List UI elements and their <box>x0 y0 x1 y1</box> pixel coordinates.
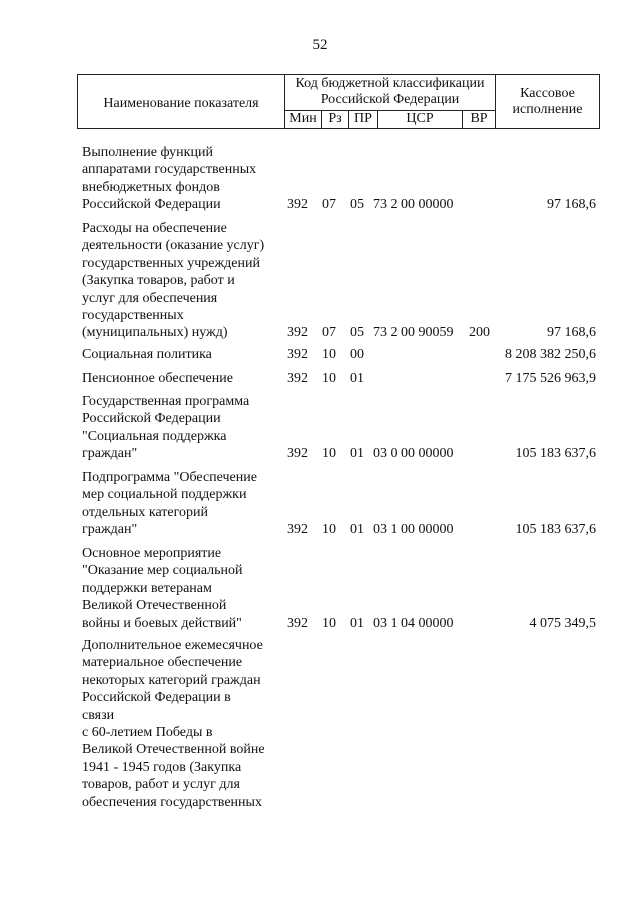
header-cash-line2: исполнение <box>512 101 583 117</box>
table-row <box>0 346 640 363</box>
row-name-line: 1941 - 1945 годов (Закупка <box>82 759 242 775</box>
cell-rz: 10 <box>322 522 336 538</box>
row-name-line: "Оказание мер социальной <box>82 563 243 579</box>
table-row <box>0 637 640 811</box>
cell-cash: 97 168,6 <box>547 197 596 213</box>
row-name <box>82 370 282 387</box>
row-name-line: Подпрограмма "Обеспечение <box>82 470 257 485</box>
cell-min: 392 <box>287 522 308 538</box>
table-row <box>0 545 640 632</box>
row-name-line: аппаратами государственных <box>82 162 257 178</box>
cell-csr: 03 1 04 00000 <box>373 615 454 631</box>
table-row <box>0 393 640 463</box>
row-name-line: государственных <box>82 308 184 324</box>
cell-cash: 97 168,6 <box>547 325 596 341</box>
header-pr: ПР <box>349 110 378 128</box>
row-name-line: Российской Федерации в <box>82 690 231 706</box>
row-name-line: Основное мероприятие <box>82 546 222 561</box>
row-name-line: обеспечения государственных <box>82 794 262 810</box>
cell-cash: 4 075 349,5 <box>529 615 596 631</box>
cell-rz: 10 <box>322 446 336 462</box>
cell-cash: 105 183 637,6 <box>515 446 596 462</box>
row-name-line: войны и боевых действий" <box>82 615 242 631</box>
cell-min: 392 <box>287 346 308 362</box>
row-name-line: с 60-летием Победы в <box>82 725 213 741</box>
header-code-line2: Российской Федерации <box>320 92 460 108</box>
table-row <box>0 144 640 214</box>
table-row <box>0 370 640 387</box>
cell-min: 392 <box>287 446 308 462</box>
row-name <box>82 469 282 539</box>
row-name-line: Великой Отечественной войне <box>82 742 265 758</box>
row-name-line: Социальная политика <box>82 347 212 362</box>
cell-min: 392 <box>287 615 308 631</box>
row-name-line: Великой Отечественной <box>82 598 227 614</box>
cell-csr: 73 2 00 00000 <box>373 197 454 213</box>
row-name-line: внебюджетных фондов <box>82 179 220 195</box>
header-name <box>78 75 285 129</box>
row-name <box>82 637 282 811</box>
row-name <box>82 393 282 463</box>
cell-rz: 07 <box>322 325 336 341</box>
row-name <box>82 220 282 342</box>
header-cash <box>496 75 600 129</box>
row-name-line: Российской Федерации <box>82 411 221 427</box>
header-code-line1: Код бюджетной классификации <box>295 76 485 92</box>
cell-pr: 01 <box>350 522 364 538</box>
cell-csr: 73 2 00 90059 <box>373 325 454 341</box>
row-name-line: (муниципальных) нужд) <box>82 325 228 341</box>
header-code <box>285 75 496 111</box>
cell-pr: 01 <box>350 615 364 631</box>
cell-pr: 00 <box>350 346 364 362</box>
header-cash-line1: Кассовое <box>520 85 575 101</box>
row-name-line: материальное обеспечение <box>82 655 243 671</box>
row-name-line: Российской Федерации <box>82 197 221 213</box>
cell-csr: 03 0 00 00000 <box>373 446 454 462</box>
cell-pr: 05 <box>350 197 364 213</box>
cell-rz: 10 <box>322 346 336 362</box>
cell-cash: 105 183 637,6 <box>515 522 596 538</box>
cell-min: 392 <box>287 197 308 213</box>
page-number: 52 <box>312 37 328 53</box>
row-name-line: граждан" <box>82 446 138 462</box>
header-min: Мин <box>285 110 322 128</box>
header-name-label: Наименование показателя <box>103 96 259 111</box>
row-name <box>82 545 282 632</box>
row-name-line: Выполнение функций <box>82 145 213 160</box>
header-csr: ЦСР <box>378 110 463 128</box>
row-name <box>82 144 282 214</box>
row-name-line: "Социальная поддержка <box>82 428 227 444</box>
row-name-line: Пенсионное обеспечение <box>82 371 233 386</box>
header-vr: ВР <box>463 110 496 128</box>
cell-cash: 7 175 526 963,9 <box>505 370 596 386</box>
cell-min: 392 <box>287 325 308 341</box>
row-name-line: услуг для обеспечения <box>82 290 218 306</box>
cell-vr: 200 <box>469 325 490 341</box>
table-row <box>0 469 640 539</box>
cell-rz: 10 <box>322 615 336 631</box>
cell-pr: 01 <box>350 446 364 462</box>
row-name-line: государственных учреждений <box>82 255 260 271</box>
row-name-line: Государственная программа <box>82 394 250 409</box>
cell-rz: 10 <box>322 370 336 386</box>
row-name <box>82 346 282 363</box>
cell-min: 392 <box>287 370 308 386</box>
row-name-line: деятельности (оказание услуг) <box>82 238 265 254</box>
header-rz: Рз <box>322 110 349 128</box>
row-name-line: Дополнительное ежемесячное <box>82 638 263 653</box>
cell-pr: 05 <box>350 325 364 341</box>
cell-cash: 8 208 382 250,6 <box>505 346 596 362</box>
row-name-line: товаров, работ и услуг для <box>82 777 240 793</box>
cell-pr: 01 <box>350 370 364 386</box>
row-name-line: некоторых категорий граждан <box>82 672 261 688</box>
row-name-line: поддержки ветеранам <box>82 580 212 596</box>
table-row <box>0 220 640 342</box>
row-name-line: граждан" <box>82 522 138 538</box>
row-name-line: Расходы на обеспечение <box>82 221 227 236</box>
row-name-line: мер социальной поддержки <box>82 487 247 503</box>
table-header <box>77 74 600 129</box>
cell-rz: 07 <box>322 197 336 213</box>
row-name-line: отдельных категорий <box>82 504 209 520</box>
row-name-line: связи <box>82 707 115 723</box>
cell-csr: 03 1 00 00000 <box>373 522 454 538</box>
row-name-line: (Закупка товаров, работ и <box>82 273 235 289</box>
